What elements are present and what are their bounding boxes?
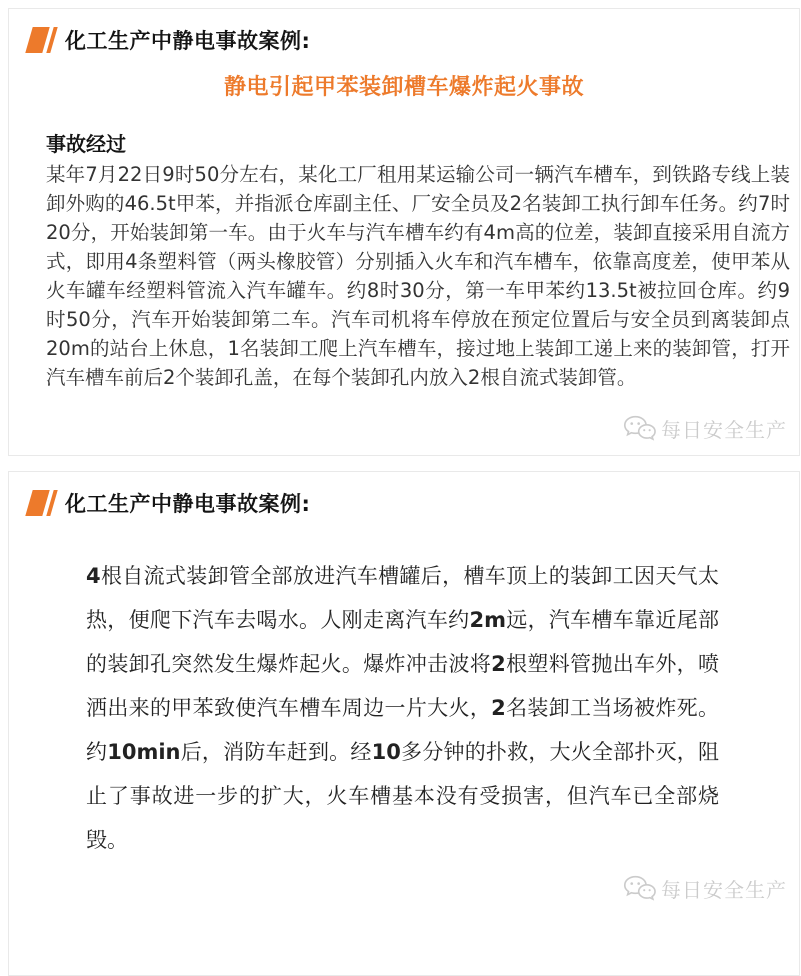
watermark: [623, 414, 787, 443]
article-card-bottom: [8, 471, 800, 976]
paragraph-segment: 多分钟的扑救，大火全部扑灭，阻止了事故进一步的扩大，火车槽基本没有受损害，但汽车已全部烧毁。: [86, 740, 720, 852]
paragraph-segment: 后，消防车赶到。经: [180, 740, 372, 764]
watermark: [623, 874, 787, 903]
paragraph-segment: 10: [371, 740, 401, 764]
panel1-header: [9, 9, 799, 55]
paragraph-segment: 2m: [469, 608, 506, 632]
panel1-header-label: 化工生产中静电事故案例:: [65, 29, 311, 53]
orange-slash-icon: [29, 490, 54, 516]
section-heading-accident-course: 事故经过: [46, 132, 126, 156]
paragraph-segment: 2: [491, 696, 506, 720]
paragraph-segment: 名装卸工当场被炸死。约: [86, 696, 719, 764]
panel2-header: [9, 472, 799, 518]
paragraph-segment: 2: [491, 652, 506, 676]
wechat-icon: [623, 415, 656, 442]
paragraph-segment: 10min: [107, 740, 181, 764]
orange-slash-icon: [29, 27, 54, 53]
panel2-header-label: 化工生产中静电事故案例:: [65, 492, 311, 516]
paragraph-segment: 4: [86, 564, 101, 588]
article-card-top: [8, 8, 800, 456]
article-title: 静电引起甲苯装卸槽车爆炸起火事故: [223, 75, 584, 100]
paragraph-segment: 远，汽车槽车靠近尾部的装卸孔突然发生爆炸起火。爆炸冲击波将: [86, 608, 720, 676]
watermark-text: 每日安全生产: [661, 418, 787, 442]
accident-course-paragraph: 某年7月22日9时50分左右，某化工厂租用某运输公司一辆汽车槽车，到铁路专线上装卸外购的46.5t甲苯，并指派仓库副主任、厂安全员及2名装卸工执行卸车任务。约7时20分，开始装卸第一车。由于火车与汽车槽车约有4m高的位差，装卸直接采用自流方式，即用4条塑料管（两头橡胶管）分别插入火车和汽车槽车，依靠高度差，使甲苯从火车罐车经塑料管流入汽车罐车。约8时30分，第一车甲苯约13.5t被拉回仓库。约9时50分，汽车开始装卸第二车。汽车司机将车停放在预定位置后与安全员到离装卸点20m的站台上休息，1名装卸工爬上汽车槽车，接过地上装卸工递上来的装卸管，打开汽车槽车前后2个装卸孔盖，在每个装卸孔内放入2根自流式装卸管。: [46, 163, 790, 389]
paragraph-segment: 根塑料管抛出车外，喷洒出来的甲苯致使汽车槽车周边一片大火，: [86, 652, 719, 720]
panel2-paragraph: [86, 554, 719, 862]
paragraph-segment: 根自流式装卸管全部放进汽车槽罐后，槽车顶上的装卸工因天气太热，便爬下汽车去喝水。人刚走离汽车约: [86, 564, 719, 632]
wechat-icon: [623, 875, 656, 902]
watermark-text: 每日安全生产: [661, 878, 787, 902]
